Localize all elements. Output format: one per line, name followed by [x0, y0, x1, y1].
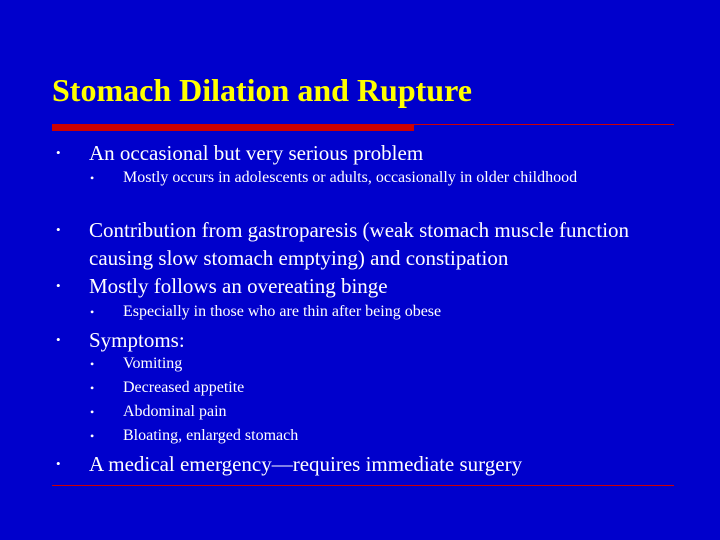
sub-bullet-marker: •	[90, 405, 95, 419]
title-underline-rule	[414, 124, 674, 125]
sub-bullet-marker: •	[90, 305, 95, 319]
bullet-text: Contribution from gastroparesis (weak stomach muscle function causing slow stomach emptying) and constipation	[89, 218, 630, 270]
sub-bullet-text: Bloating, enlarged stomach	[123, 427, 299, 444]
bullet-marker: •	[56, 456, 61, 471]
bullet-text: Symptoms:	[89, 328, 185, 352]
bullet-marker: •	[56, 278, 61, 293]
sub-bullet-marker: •	[90, 429, 95, 443]
sub-bullet-text: Vomiting	[123, 355, 183, 372]
bullet-text: An occasional but very serious problem	[89, 141, 424, 165]
bullet-text: Mostly follows an overeating binge	[89, 274, 388, 298]
bullet-text: A medical emergency—requires immediate surgery	[89, 452, 523, 476]
sub-bullet-marker: •	[90, 357, 95, 371]
sub-bullet-marker: •	[90, 171, 95, 185]
sub-bullet-marker: •	[90, 381, 95, 395]
bullet-marker: •	[56, 222, 61, 237]
slide-title: Stomach Dilation and Rupture	[52, 72, 472, 108]
bottom-rule	[52, 485, 674, 486]
sub-bullet-text: Especially in those who are thin after being obese	[123, 303, 442, 320]
sub-bullet-text: Mostly occurs in adolescents or adults, occasionally in older childhood	[123, 169, 578, 186]
title-underline-accent	[52, 124, 414, 131]
sub-bullet-text: Decreased appetite	[123, 379, 245, 396]
bullet-marker: •	[56, 145, 61, 160]
bullet-marker: •	[56, 332, 61, 347]
sub-bullet-text: Abdominal pain	[123, 403, 227, 420]
